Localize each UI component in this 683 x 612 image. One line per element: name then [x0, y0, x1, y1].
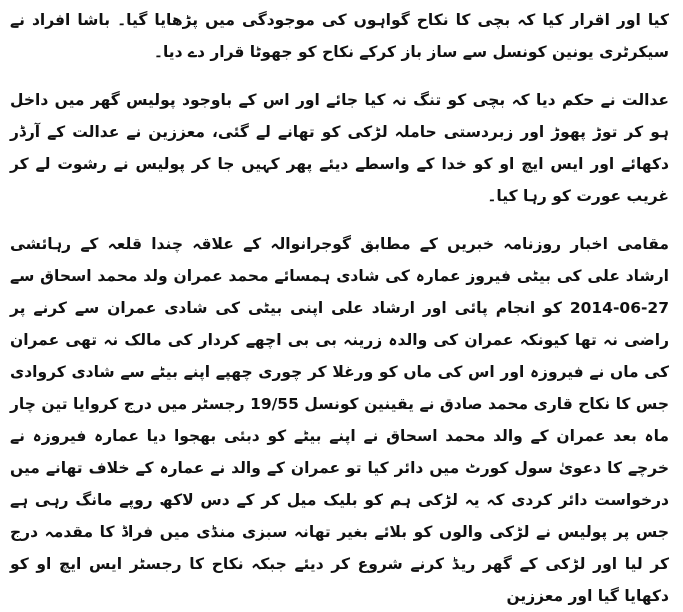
article-paragraph: مقامی اخبار روزنامہ خبریں کے مطابق گوجرانوالہ کے علاقہ چندا قلعہ کے رہائشی ارشاد علی کی بیٹی فیروز عمارہ کی شادی ہمسائے محمد عمران ولد محمد اسحاق سے 27-06-2014 کو انجام پائی اور ارشاد علی اپنی بیٹی کی شادی عمران سے کرنے پر راضی نہ تھا کیونکہ عمران کی والدہ زرینہ بی بی اچھے کردار کی مالک نہ تھی عمران کی ماں نے فیروزہ اور اس کی ماں کو ورغلا کر چوری چھپے اپنے بیٹے سے شادی کروادی جس کا نکاح قاری محمد صادق نے یقینین کونسل 19/55 رجسٹر میں درج کروایا تین چار ماہ بعد عمران کے والد محمد اسحاق نے اپنے بیٹے کو دبئی بھجوا دیا عمارہ فیروزہ نے خرچے کا دعویٰ سول کورٹ میں دائر کیا تو عمران کے والد نے عمارہ کے خلاف تھانے میں درخواست دائر کردی کہ یہ لڑکی ہم کو بلیک میل کر کے دس لاکھ روپے مانگ رہی ہے جس پر پولیس نے لڑکی والوں کو بلائے بغیر تھانہ سبزی منڈی میں فراڈ کا مقدمہ درج کر لیا اور لڑکی کے گھر ریڈ کرنے شروع کر دیئے جبکہ نکاح کا رجسٹر ایس ایچ او کو دکھایا گیا اور معززین — [10, 235, 670, 605]
article-paragraph: عدالت نے حکم دیا کہ بچی کو تنگ نہ کیا جائے اور اس کے باوجود پولیس گھر میں داخل ہو کر توڑ پھوڑ اور زبردستی حاملہ لڑکی کو تھانے لے گئی، معززین نے عدالت کے آرڈر دکھائے اور ایس ایچ او کو خدا کے واسطے دیئے پھر کہیں جا کر پولیس نے رشوت لے کر غریب عورت کو رہا کیا۔ — [10, 91, 669, 205]
article-paragraph: کیا اور اقرار کیا کہ بچی کا نکاح گواہوں کی موجودگی میں پڑھایا گیا۔ باشا افراد نے سیکرٹری یونین کونسل سے ساز باز کرکے نکاح کو جھوٹا قرار دے دیا۔ — [10, 11, 669, 61]
